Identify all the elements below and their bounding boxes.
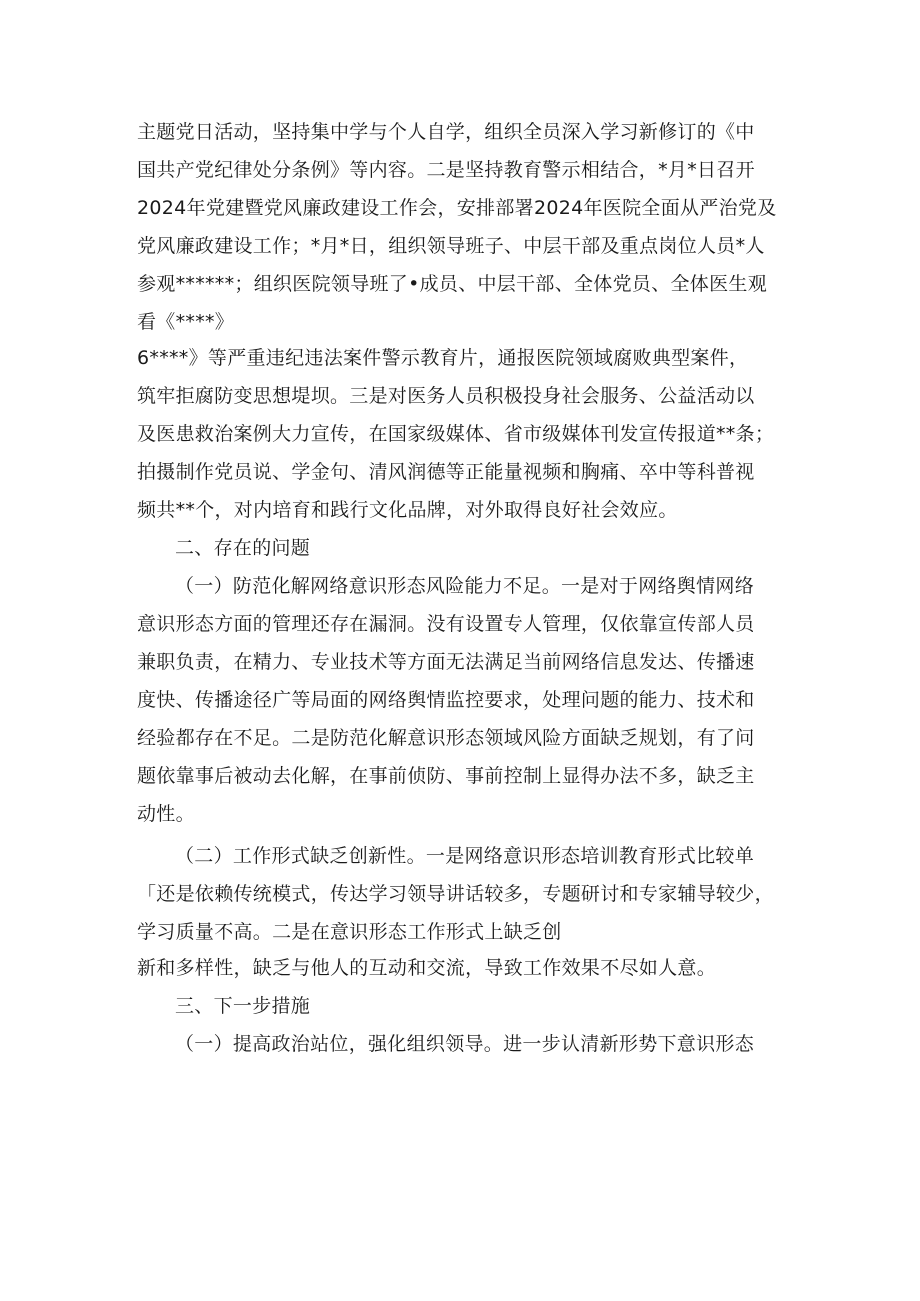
body-text-line: 6****》等严重违纪违法案件警示教育片，通报医院领域腐败典型案件， bbox=[137, 347, 749, 369]
body-text-line: 「还是依赖传统模式，传达学习领导讲话较多，专题研讨和专家辅导较少， bbox=[137, 883, 774, 905]
body-text-line: 兼职负责，在精力、专业技术等方面无法满足当前网络信息发达、传播速 bbox=[137, 651, 755, 673]
body-text-line: 主题党日活动，坚持集中学与个人自学，组织全员深入学习新修订的《中 bbox=[137, 121, 755, 143]
body-text-line: 拍摄制作党员说、学金句、清风润德等正能量视频和胸痛、卒中等科普视 bbox=[137, 461, 755, 483]
paragraph-first-line: （一）防范化解网络意识形态风险能力不足。一是对于网络舆情网络 bbox=[175, 575, 755, 597]
body-text-line: 新和多样性，缺乏与他人的互动和交流，导致工作效果不尽如人意。 bbox=[137, 957, 717, 979]
body-text-line: 频共**个，对内培育和践行文化品牌，对外取得良好社会效应。 bbox=[137, 499, 678, 521]
body-text-line: 意识形态方面的管理还存在漏洞。没有设置专人管理，仅依靠宣传部人员 bbox=[137, 613, 755, 635]
section-heading-next-steps: 三、下一步措施 bbox=[175, 995, 311, 1017]
body-text-line: 题依靠事后被动去化解，在事前侦防、事前控制上显得办法不多，缺乏主 bbox=[137, 765, 755, 787]
body-text-line: 国共产党纪律处分条例》等内容。二是坚持教育警示相结合，*月*日召开 bbox=[137, 159, 755, 181]
paragraph-first-line: （二）工作形式缺乏创新性。一是网络意识形态培训教育形式比较单 bbox=[175, 845, 755, 867]
section-heading-problems: 二、存在的问题 bbox=[175, 537, 311, 559]
paragraph-first-line: （一）提高政治站位，强化组织领导。进一步认清新形势下意识形态 bbox=[175, 1033, 755, 1055]
body-text-line: 经验都存在不足。二是防范化解意识形态领域风险方面缺乏规划，有了问 bbox=[137, 727, 755, 749]
body-text-line: 及医患救治案例大力宣传，在国家级媒体、省市级媒体刊发宣传报道**条； bbox=[137, 423, 775, 445]
body-text-line: 看《****》 bbox=[137, 311, 235, 333]
body-text-line: 度快、传播途径广等局面的网络舆情监控要求，处理问题的能力、技术和 bbox=[137, 689, 755, 711]
body-text-line: 2024年党建暨党风廉政建设工作会，安排部署2024年医院全面从严治党及 bbox=[137, 197, 777, 219]
body-text-line: 学习质量不高。二是在意识形态工作形式上缺乏创 bbox=[137, 921, 562, 943]
body-text-line: 参观******；组织医院领导班了•成员、中层干部、全体党员、全体医生观 bbox=[137, 273, 768, 295]
body-text-line: 动性。 bbox=[137, 803, 195, 825]
body-text-line: 党风廉政建设工作；*月*日，组织领导班子、中层干部及重点岗位人员*人 bbox=[137, 235, 765, 257]
body-text-line: 筑牢拒腐防变思想堤坝。三是对医务人员积极投身社会服务、公益活动以 bbox=[137, 385, 755, 407]
